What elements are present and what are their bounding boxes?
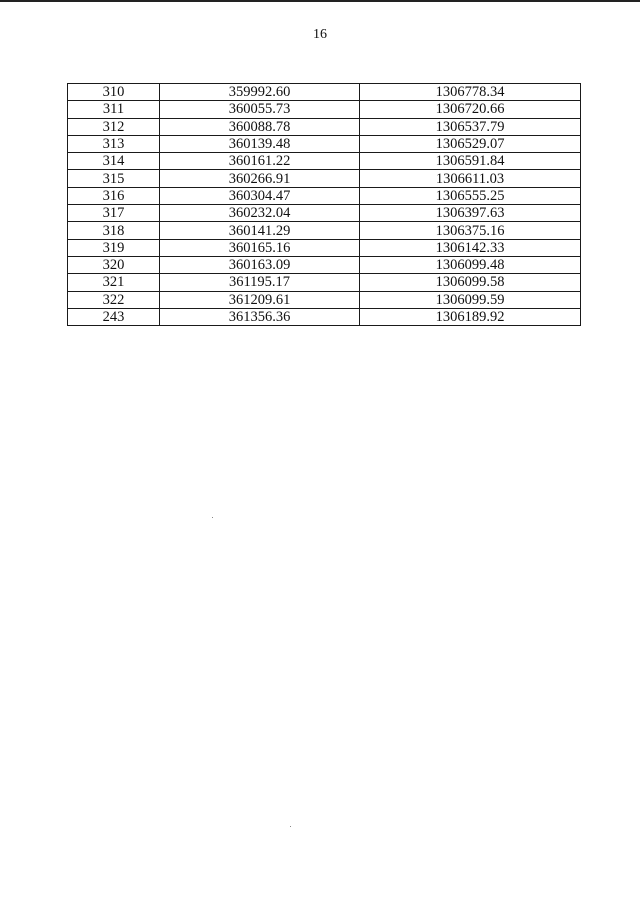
x-coordinate-cell: 360232.04 xyxy=(160,205,360,222)
point-number-cell: 313 xyxy=(68,135,160,152)
x-coordinate-cell: 360088.78 xyxy=(160,118,360,135)
y-coordinate-cell: 1306099.58 xyxy=(360,274,581,291)
table-row xyxy=(68,308,581,325)
coordinates-table-body xyxy=(68,84,581,326)
scan-speck xyxy=(212,517,213,518)
x-coordinate-cell: 360163.09 xyxy=(160,256,360,273)
table-row xyxy=(68,222,581,239)
y-coordinate-cell: 1306397.63 xyxy=(360,205,581,222)
table-row xyxy=(68,170,581,187)
point-number-cell: 317 xyxy=(68,205,160,222)
point-number-cell: 322 xyxy=(68,291,160,308)
y-coordinate-cell: 1306529.07 xyxy=(360,135,581,152)
y-coordinate-cell: 1306611.03 xyxy=(360,170,581,187)
point-number-cell: 320 xyxy=(68,256,160,273)
x-coordinate-cell: 360055.73 xyxy=(160,101,360,118)
point-number-cell: 312 xyxy=(68,118,160,135)
table-row xyxy=(68,291,581,308)
top-border-line xyxy=(0,0,640,2)
point-number-cell: 321 xyxy=(68,274,160,291)
x-coordinate-cell: 360161.22 xyxy=(160,153,360,170)
table-row xyxy=(68,118,581,135)
x-coordinate-cell: 361356.36 xyxy=(160,308,360,325)
x-coordinate-cell: 361195.17 xyxy=(160,274,360,291)
table-row xyxy=(68,256,581,273)
scan-speck xyxy=(290,826,291,827)
y-coordinate-cell: 1306720.66 xyxy=(360,101,581,118)
x-coordinate-cell: 360139.48 xyxy=(160,135,360,152)
point-number-cell: 311 xyxy=(68,101,160,118)
x-coordinate-cell: 360304.47 xyxy=(160,187,360,204)
x-coordinate-cell: 361209.61 xyxy=(160,291,360,308)
y-coordinate-cell: 1306591.84 xyxy=(360,153,581,170)
point-number-cell: 316 xyxy=(68,187,160,204)
x-coordinate-cell: 360165.16 xyxy=(160,239,360,256)
coordinates-table xyxy=(67,83,581,326)
y-coordinate-cell: 1306375.16 xyxy=(360,222,581,239)
y-coordinate-cell: 1306099.48 xyxy=(360,256,581,273)
table-row xyxy=(68,135,581,152)
x-coordinate-cell: 360141.29 xyxy=(160,222,360,239)
point-number-cell: 319 xyxy=(68,239,160,256)
point-number-cell: 310 xyxy=(68,84,160,101)
page-number: 16 xyxy=(313,27,327,42)
point-number-cell: 315 xyxy=(68,170,160,187)
x-coordinate-cell: 360266.91 xyxy=(160,170,360,187)
y-coordinate-cell: 1306189.92 xyxy=(360,308,581,325)
table-row xyxy=(68,239,581,256)
table-row xyxy=(68,274,581,291)
table-row xyxy=(68,153,581,170)
point-number-cell: 243 xyxy=(68,308,160,325)
point-number-cell: 318 xyxy=(68,222,160,239)
y-coordinate-cell: 1306555.25 xyxy=(360,187,581,204)
table-row xyxy=(68,101,581,118)
table-row xyxy=(68,84,581,101)
y-coordinate-cell: 1306099.59 xyxy=(360,291,581,308)
point-number-cell: 314 xyxy=(68,153,160,170)
x-coordinate-cell: 359992.60 xyxy=(160,84,360,101)
y-coordinate-cell: 1306778.34 xyxy=(360,84,581,101)
table-row xyxy=(68,187,581,204)
table-row xyxy=(68,205,581,222)
y-coordinate-cell: 1306142.33 xyxy=(360,239,581,256)
y-coordinate-cell: 1306537.79 xyxy=(360,118,581,135)
